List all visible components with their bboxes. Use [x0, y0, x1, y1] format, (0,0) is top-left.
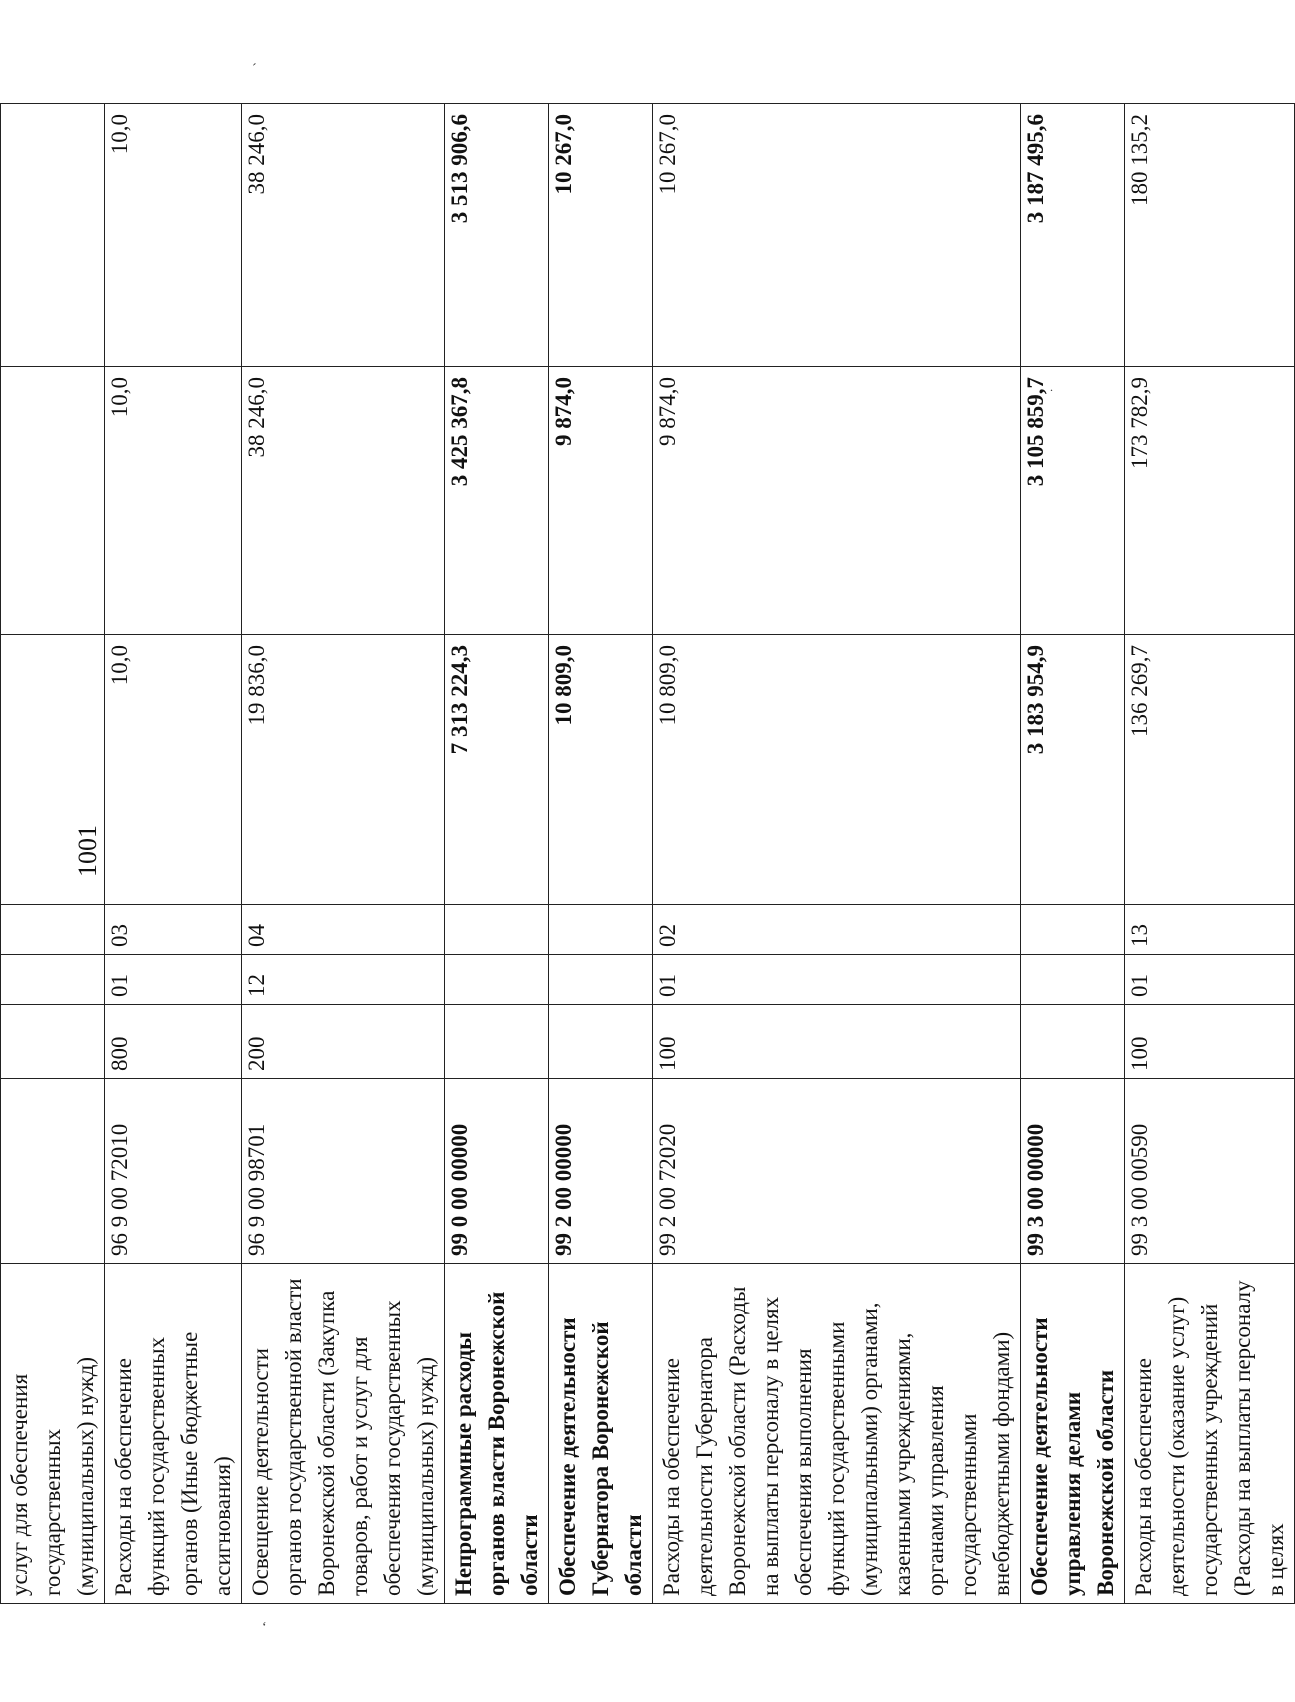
cell-subsection: 03 [105, 905, 242, 955]
cell-target-code: 99 2 00 72020 [653, 1079, 1021, 1264]
cell-description: Освещение деятельности органов государственной власти Воронежской области (Закупка товаров, работ и услуг для обеспечения государственных (муниципальных) нужд) [242, 1264, 445, 1604]
cell-subsection: 02 [653, 905, 1021, 955]
cell-expense-type [1021, 1005, 1125, 1079]
table-row [549, 104, 653, 1604]
cell-value-year-2: 3 105 859,7 [1021, 367, 1125, 635]
cell-value-year-3: 3 187 495,6 [1021, 104, 1125, 367]
cell-section: 01 [105, 955, 242, 1005]
cell-target-code: 96 9 00 98701 [242, 1079, 445, 1264]
cell-value-year-2: 38 246,0 [242, 367, 445, 635]
cell-value-year-2: 173 782,9 [1125, 367, 1295, 635]
cell-section [1021, 955, 1125, 1005]
cell-description: услуг для обеспечения государственных (муниципальных) нужд) [1, 1264, 105, 1604]
cell-value-year-3: 180 135,2 [1125, 104, 1295, 367]
cell-expense-type [549, 1005, 653, 1079]
cell-description: Расходы на обеспечение деятельности Губернатора Воронежской области (Расходы на выплаты персоналу в целях обеспечения выполнения функций государственными (муниципальными) органами, казенными учреждениями, органами управления государственными внебюджетными фондами) [653, 1264, 1021, 1604]
cell-expense-type: 200 [242, 1005, 445, 1079]
cell-expense-type: 800 [105, 1005, 242, 1079]
table-row [445, 104, 549, 1604]
table-body [1, 104, 1295, 1604]
cell-value-year-2: 9 874,0 [653, 367, 1021, 635]
cell-value-year-1: 136 269,7 [1125, 635, 1295, 905]
table-row [1021, 104, 1125, 1604]
cell-section [549, 955, 653, 1005]
cell-target-code: 99 0 00 00000 [445, 1079, 549, 1264]
cell-description: Обеспечение деятельности управления делами Воронежской области [1021, 1264, 1125, 1604]
cell-value-year-1 [1, 635, 105, 905]
cell-value-year-1: 7 313 224,3 [445, 635, 549, 905]
table-row [1125, 104, 1295, 1604]
cell-value-year-1: 10,0 [105, 635, 242, 905]
cell-subsection: 04 [242, 905, 445, 955]
cell-value-year-2: 9 874,0 [549, 367, 653, 635]
cell-value-year-3: 38 246,0 [242, 104, 445, 367]
cell-value-year-3: 10 267,0 [549, 104, 653, 367]
cell-subsection [1021, 905, 1125, 955]
table-row [1, 104, 105, 1604]
cell-value-year-1: 3 183 954,9 [1021, 635, 1125, 905]
cell-target-code: 99 3 00 00590 [1125, 1079, 1295, 1264]
cell-section: 01 [653, 955, 1021, 1005]
cell-value-year-3: 10,0 [105, 104, 242, 367]
cell-expense-type: 100 [1125, 1005, 1295, 1079]
cell-expense-type: 100 [653, 1005, 1021, 1079]
cell-value-year-3: 3 513 906,6 [445, 104, 549, 367]
budget-table [0, 103, 1295, 1604]
cell-expense-type [1, 1005, 105, 1079]
cell-description: Непрограммные расходы органов власти Воронежской области [445, 1264, 549, 1604]
cell-section: 12 [242, 955, 445, 1005]
cell-subsection: 13 [1125, 905, 1295, 955]
table-row [242, 104, 445, 1604]
cell-value-year-2 [1, 367, 105, 635]
cell-value-year-1: 10 809,0 [653, 635, 1021, 905]
cell-target-code: 96 9 00 72010 [105, 1079, 242, 1264]
cell-value-year-3: 10 267,0 [653, 104, 1021, 367]
cell-description: Обеспечение деятельности Губернатора Воронежской области [549, 1264, 653, 1604]
cell-target-code: 99 2 00 00000 [549, 1079, 653, 1264]
cell-subsection [445, 905, 549, 955]
cell-target-code [1, 1079, 105, 1264]
rotated-page-content [0, 104, 1288, 1604]
cell-target-code: 99 3 00 00000 [1021, 1079, 1125, 1264]
scan-speck: . [1050, 380, 1053, 394]
page-number: 1001 [73, 825, 102, 877]
cell-section: 01 [1125, 955, 1295, 1005]
cell-value-year-1: 10 809,0 [549, 635, 653, 905]
cell-section [1, 955, 105, 1005]
cell-section [445, 955, 549, 1005]
table-row [653, 104, 1021, 1604]
cell-value-year-1: 19 836,0 [242, 635, 445, 905]
cell-subsection [549, 905, 653, 955]
scan-speck: ´ [252, 62, 257, 77]
table-row [105, 104, 242, 1604]
cell-description: Расходы на обеспечение деятельности (оказание услуг) государственных учреждений (Расходы на выплаты персоналу в целях [1125, 1264, 1295, 1604]
cell-value-year-3 [1, 104, 105, 367]
cell-value-year-2: 10,0 [105, 367, 242, 635]
cell-description: Расходы на обеспечение функций государственных органов (Иные бюджетные ассигнования) [105, 1264, 242, 1604]
cell-value-year-2: 3 425 367,8 [445, 367, 549, 635]
cell-subsection [1, 905, 105, 955]
cell-expense-type [445, 1005, 549, 1079]
scan-speck: ‘ [262, 1620, 267, 1635]
